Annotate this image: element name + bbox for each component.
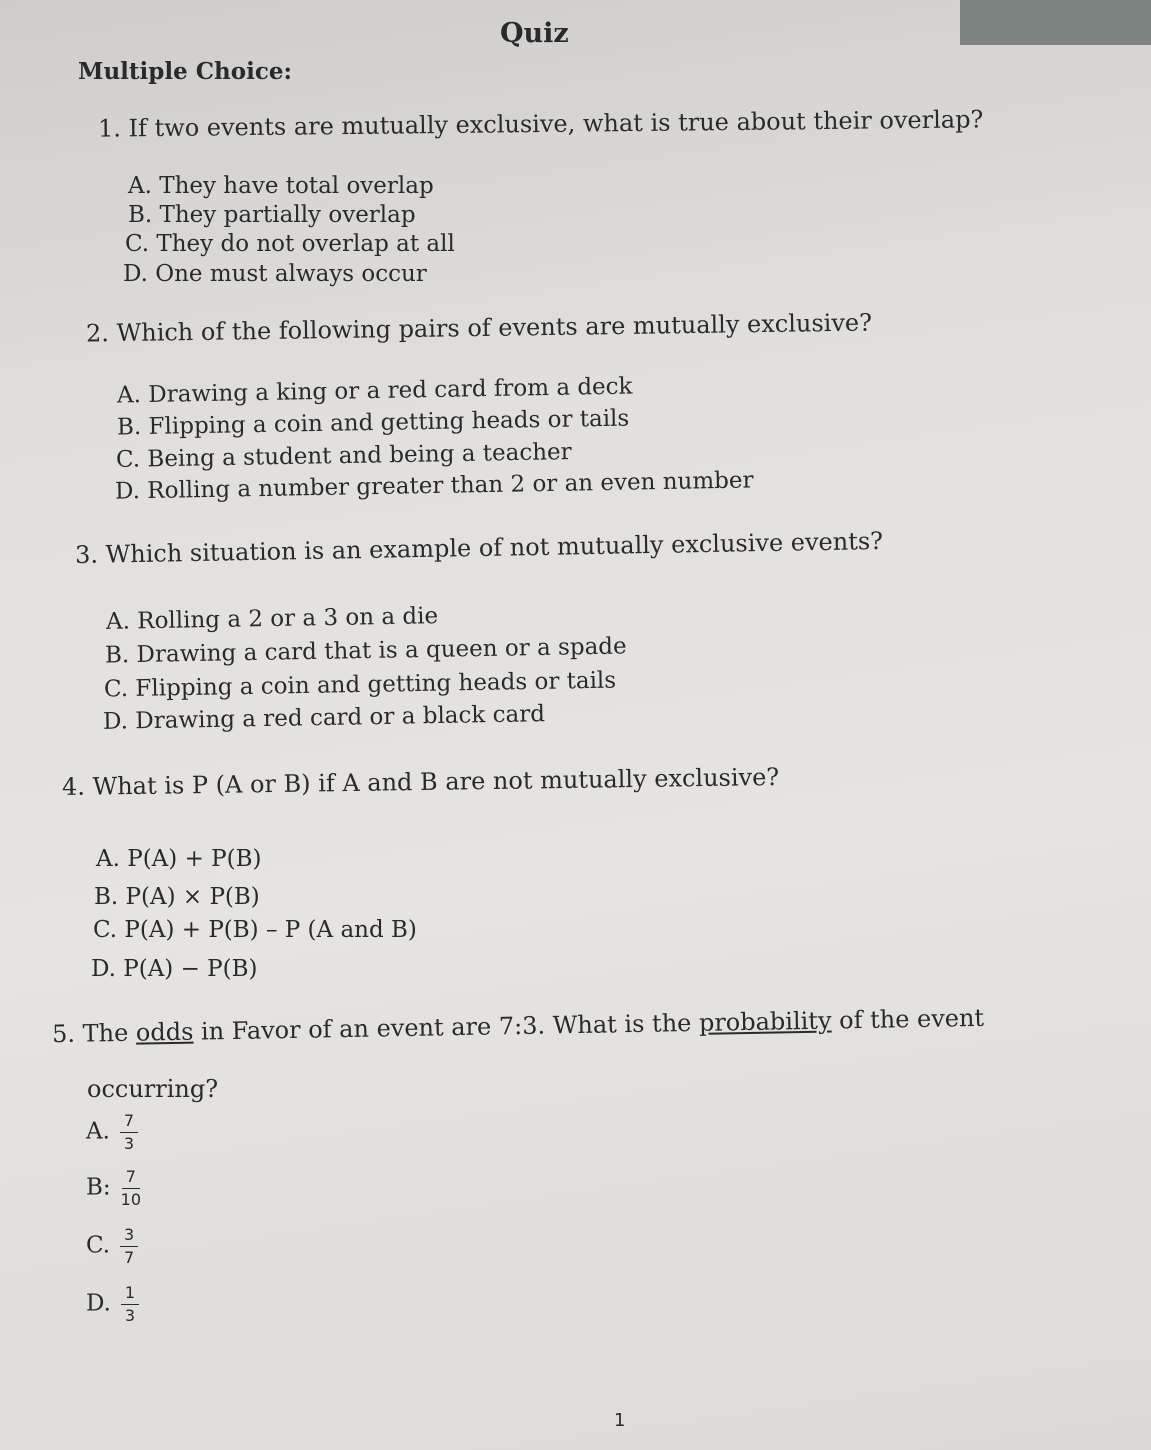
underlined-word-probability: probability: [698, 1006, 832, 1037]
q2-option-b[interactable]: B. Flipping a coin and getting heads or tails: [116, 405, 630, 441]
question-number: 3.: [74, 540, 99, 570]
fraction: [121, 1168, 141, 1209]
denominator: 7: [124, 1248, 135, 1267]
fraction-bar: [121, 1304, 139, 1305]
fraction: [120, 1226, 138, 1267]
option-letter: C.: [86, 1232, 111, 1259]
question-text: What is P (A or B) if A and B are not mutually exclusive?: [92, 762, 780, 801]
q5-option-c[interactable]: [86, 1226, 138, 1267]
q2-option-a[interactable]: A. Drawing a king or a red card from a deck: [116, 373, 633, 409]
denominator: 3: [124, 1306, 136, 1325]
question-number: 2.: [85, 319, 110, 348]
underlined-word-odds: odds: [135, 1017, 194, 1047]
q2-option-c[interactable]: C. Being a student and being a teacher: [115, 439, 572, 473]
q3-option-b[interactable]: B. Drawing a card that is a queen or a spade: [104, 633, 627, 669]
question-text: The: [82, 1018, 137, 1048]
q4-option-d[interactable]: D. P(A) − P(B): [91, 956, 258, 982]
q3-option-d[interactable]: D. Drawing a red card or a black card: [102, 701, 546, 735]
page-number: 1: [614, 1410, 626, 1431]
question-number: 1.: [97, 114, 122, 143]
denominator: 10: [120, 1190, 142, 1209]
section-heading: Multiple Choice:: [78, 58, 292, 85]
q2-option-d[interactable]: D. Rolling a number greater than 2 or an even number: [114, 467, 754, 505]
question-text: If two events are mutually exclusive, what is true about their overlap?: [128, 105, 984, 143]
fraction: [120, 1112, 138, 1153]
fraction-bar: [120, 1132, 138, 1133]
numerator: 7: [123, 1111, 135, 1130]
question-5-continued: occurring?: [87, 1075, 219, 1103]
numerator: 1: [124, 1283, 136, 1302]
background-corner: [960, 0, 1151, 45]
q3-option-a[interactable]: A. Rolling a 2 or a 3 on a die: [105, 603, 439, 635]
q1-option-c[interactable]: C. They do not overlap at all: [125, 231, 455, 257]
option-letter: B:: [86, 1174, 111, 1201]
q1-option-d[interactable]: D. One must always occur: [123, 261, 427, 287]
fraction-bar: [122, 1188, 140, 1189]
q3-option-c[interactable]: C. Flipping a coin and getting heads or tails: [103, 667, 617, 703]
question-number: 4.: [61, 772, 86, 802]
question-number: 5.: [51, 1019, 76, 1049]
question-1: [98, 105, 984, 142]
option-letter: D.: [86, 1290, 111, 1317]
question-3: [75, 527, 883, 569]
q5-option-d[interactable]: [86, 1284, 139, 1325]
q1-option-b[interactable]: B. They partially overlap: [128, 202, 416, 228]
question-text: Which situation is an example of not mutually exclusive events?: [105, 526, 884, 569]
fraction: [121, 1284, 139, 1325]
q4-option-b[interactable]: B. P(A) × P(B): [94, 884, 260, 910]
q4-option-c[interactable]: C. P(A) + P(B) – P (A and B): [93, 917, 417, 943]
question-2: [86, 309, 872, 348]
question-4: [62, 763, 780, 801]
q5-option-b[interactable]: [86, 1168, 141, 1209]
question-text: of the event: [831, 1003, 985, 1035]
question-text: in Favor of an event are 7:3. What is the: [193, 1008, 700, 1046]
q1-option-a[interactable]: A. They have total overlap: [128, 173, 434, 199]
denominator: 3: [123, 1134, 135, 1153]
numerator: 7: [125, 1167, 136, 1186]
option-letter: A.: [86, 1118, 110, 1145]
q5-option-a[interactable]: [86, 1112, 138, 1153]
numerator: 3: [124, 1225, 135, 1244]
question-text: Which of the following pairs of events are mutually exclusive?: [116, 308, 873, 348]
fraction-bar: [120, 1246, 138, 1247]
page-title: Quiz: [500, 18, 569, 49]
question-5: [52, 1004, 984, 1048]
q4-option-a[interactable]: A. P(A) + P(B): [96, 846, 262, 872]
